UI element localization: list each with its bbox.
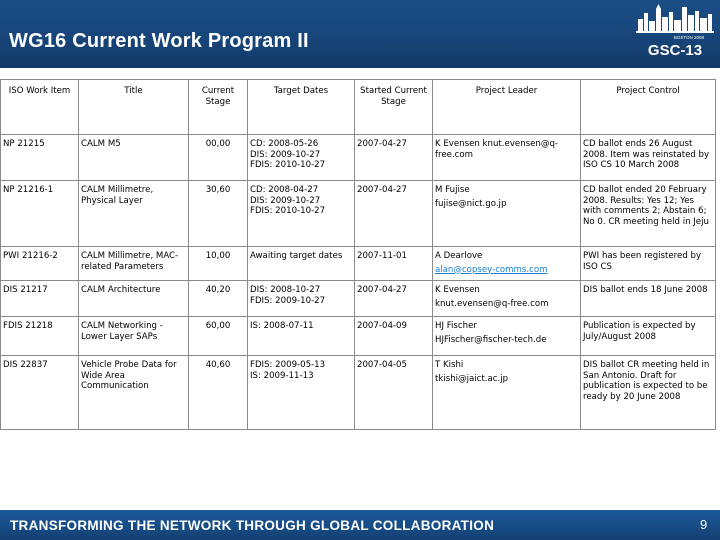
logo-main-text: GSC-13 <box>647 42 703 59</box>
cell-stage: 40,20 <box>189 281 248 317</box>
cell-stage: 00,00 <box>189 135 248 181</box>
cell-target-dates <box>248 317 355 356</box>
table-row <box>1 247 716 281</box>
target-date-line: FDIS: 2009-10-27 <box>250 295 326 306</box>
cell-leader <box>433 181 581 247</box>
cell-leader <box>433 135 581 181</box>
cell-item: PWI 21216-2 <box>1 247 79 281</box>
table-row <box>1 181 716 247</box>
leader-email: knut.evensen@q-free.com <box>435 298 549 309</box>
cell-title: Vehicle Probe Data for Wide Area Communication <box>79 356 189 430</box>
target-date-line: CD: 2008-04-27 <box>250 185 319 195</box>
target-date-line: FDIS: 2009-05-13 <box>250 360 326 370</box>
leader-name: K Evensen knut.evensen@q-free.com <box>435 139 558 160</box>
col-header-project-control: Project Control <box>581 80 716 135</box>
cell-target-dates <box>248 356 355 430</box>
leader-name: K Evensen <box>435 285 480 295</box>
cell-target-dates <box>248 135 355 181</box>
cell-started: 2007-04-27 <box>355 281 433 317</box>
target-date-line: Awaiting target dates <box>250 251 343 261</box>
cell-item: NP 21215 <box>1 135 79 181</box>
table-row <box>1 356 716 430</box>
slide-title: WG16 Current Work Program II <box>9 30 309 52</box>
cell-control: CD ballot ended 20 February 2008. Results: Yes 12; Yes with comments 2; Abstain 6; No 0. CR meeting held in Jeju <box>581 181 716 247</box>
cell-control: PWI has been registered by ISO CS <box>581 247 716 281</box>
target-date-line: IS: 2008-07-11 <box>250 321 314 331</box>
cell-control: CD ballot ends 26 August 2008. Item was reinstated by ISO CS 10 March 2008 <box>581 135 716 181</box>
target-date-line: FDIS: 2010-10-27 <box>250 206 326 216</box>
leader-email: tkishi@jaict.ac.jp <box>435 373 509 384</box>
target-date-line: DIS: 2009-10-27 <box>250 149 321 160</box>
cell-started: 2007-04-05 <box>355 356 433 430</box>
cell-control: DIS ballot ends 18 June 2008 <box>581 281 716 317</box>
table-header-row <box>1 80 716 135</box>
cell-control: DIS ballot CR meeting held in San Antonio. Draft for publication is expected to be ready by 20 June 2008 <box>581 356 716 430</box>
cell-leader <box>433 356 581 430</box>
logo-subtext: BOSTON 2008 <box>673 35 704 40</box>
col-header-target-dates: Target Dates <box>248 80 355 135</box>
cell-stage: 10,00 <box>189 247 248 281</box>
col-header-project-leader: Project Leader <box>433 80 581 135</box>
cell-leader <box>433 281 581 317</box>
cell-control: Publication is expected by July/August 2008 <box>581 317 716 356</box>
cell-started: 2007-04-09 <box>355 317 433 356</box>
cell-stage: 30,60 <box>189 181 248 247</box>
cell-stage: 60,00 <box>189 317 248 356</box>
cell-item: NP 21216-1 <box>1 181 79 247</box>
target-date-line: DIS: 2008-10-27 <box>250 285 321 295</box>
cell-title: CALM Millimetre, MAC-related Parameters <box>79 247 189 281</box>
cell-leader <box>433 247 581 281</box>
target-date-line: FDIS: 2010-10-27 <box>250 160 326 170</box>
col-header-current-stage: Current Stage <box>189 80 248 135</box>
target-date-line: CD: 2008-05-26 <box>250 139 319 149</box>
gsc13-logo <box>634 3 716 59</box>
target-date-line: IS: 2009-11-13 <box>250 370 314 381</box>
page-number: 9 <box>700 517 708 532</box>
col-header-iso-work-item: ISO Work Item <box>1 80 79 135</box>
leader-email: HJFischer@fischer-tech.de <box>435 334 547 345</box>
cell-stage: 40,60 <box>189 356 248 430</box>
work-program-table <box>0 79 716 430</box>
cell-title: CALM Architecture <box>79 281 189 317</box>
leader-name: HJ Fischer <box>435 321 477 331</box>
leader-name: T Kishi <box>435 360 464 370</box>
cell-started: 2007-04-27 <box>355 135 433 181</box>
leader-name: M Fujise <box>435 185 470 195</box>
cell-item: DIS 21217 <box>1 281 79 317</box>
cell-leader <box>433 317 581 356</box>
cell-title: CALM Networking - Lower Layer SAPs <box>79 317 189 356</box>
table-row <box>1 281 716 317</box>
cell-title: CALM Millimetre, Physical Layer <box>79 181 189 247</box>
cell-target-dates <box>248 281 355 317</box>
target-date-line: DIS: 2009-10-27 <box>250 195 321 206</box>
col-header-started-current-stage: Started Current Stage <box>355 80 433 135</box>
footer-tagline: TRANSFORMING THE NETWORK THROUGH GLOBAL COLLABORATION <box>10 518 495 533</box>
table-row <box>1 135 716 181</box>
cell-item: DIS 22837 <box>1 356 79 430</box>
leader-name: A Dearlove <box>435 251 483 261</box>
leader-email-link[interactable]: alan@copsey-comms.com <box>435 264 548 275</box>
skyline-icon <box>636 4 714 33</box>
cell-target-dates <box>248 247 355 281</box>
col-header-title: Title <box>79 80 189 135</box>
leader-email: fujise@nict.go.jp <box>435 198 507 209</box>
cell-target-dates <box>248 181 355 247</box>
cell-started: 2007-11-01 <box>355 247 433 281</box>
cell-title: CALM M5 <box>79 135 189 181</box>
table-row <box>1 317 716 356</box>
cell-item: FDIS 21218 <box>1 317 79 356</box>
cell-started: 2007-04-27 <box>355 181 433 247</box>
